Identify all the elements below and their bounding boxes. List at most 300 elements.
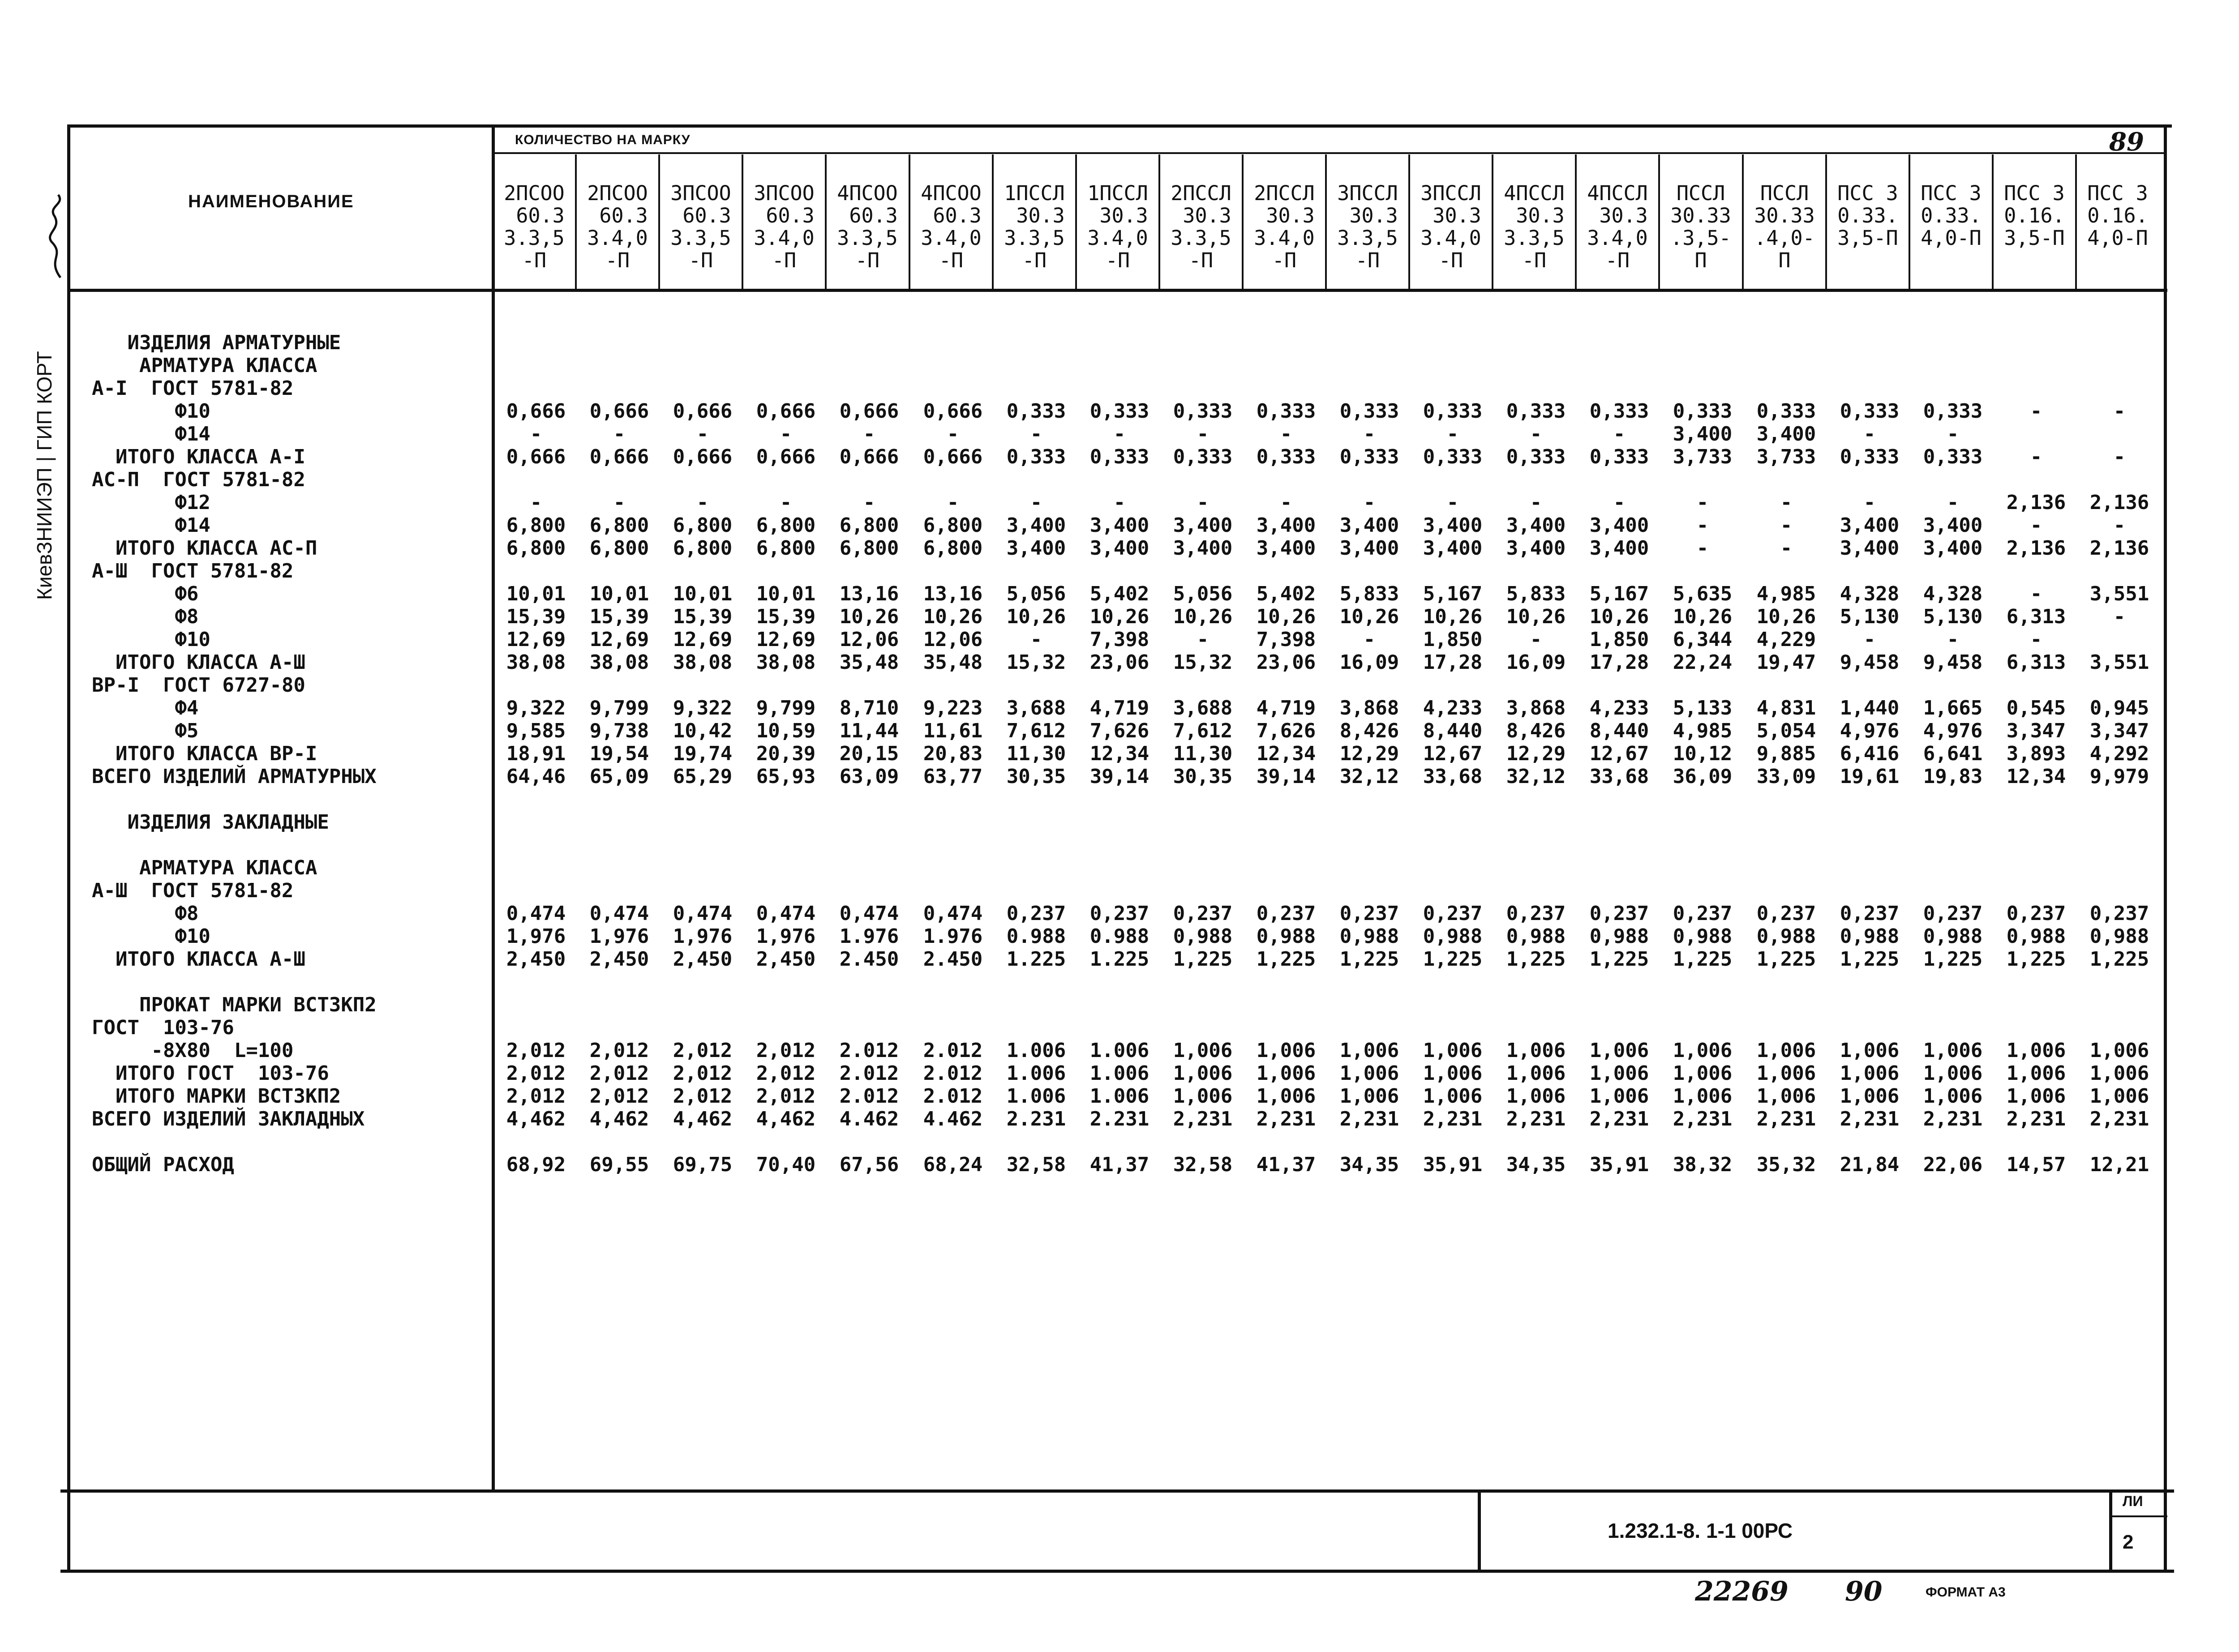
table-cell: 1,225: [2089, 948, 2149, 971]
table-cell: 1,006: [2006, 1062, 2066, 1085]
table-cell: 6,800: [506, 537, 566, 560]
table-cell: 5,056: [1173, 582, 1233, 605]
table-cell: 0,333: [1256, 445, 1316, 468]
table-cell: 9,458: [1840, 651, 1900, 674]
table-cell: 10,26: [1173, 605, 1233, 628]
table-cell: 0,333: [1673, 400, 1733, 423]
table-cell: 12,29: [1339, 742, 1399, 765]
table-cell: 1.006: [1089, 1085, 1150, 1108]
table-cell: 3,688: [1006, 697, 1066, 719]
table-cell: -: [613, 491, 626, 514]
row-label: Ф8: [92, 902, 199, 925]
table-cell: 2,136: [2006, 537, 2066, 560]
table-cell: 0,988: [1339, 925, 1399, 948]
table-cell: 3,400: [1089, 514, 1150, 537]
row-label: ВСЕГО ИЗДЕЛИЙ ЗАКЛАДНЫХ: [92, 1108, 365, 1130]
table-cell: -: [1780, 537, 1793, 560]
table-cell: 38,08: [589, 651, 649, 674]
table-cell: 2,231: [2089, 1108, 2149, 1130]
table-cell: -: [530, 423, 542, 445]
header-bottom-line: [67, 289, 2167, 292]
table-cell: 1,225: [1756, 948, 1816, 971]
table-cell: 3,400: [1006, 537, 1066, 560]
table-cell: 4,831: [1756, 697, 1816, 719]
table-cell: 1,006: [1173, 1039, 1233, 1062]
table-cell: 0,666: [589, 445, 649, 468]
table-cell: 5,833: [1506, 582, 1566, 605]
table-cell: 2,012: [673, 1062, 733, 1085]
table-cell: 9,322: [506, 697, 566, 719]
table-cell: -: [947, 491, 959, 514]
table-cell: 2.012: [839, 1085, 899, 1108]
table-cell: 1,850: [1589, 628, 1649, 651]
table-cell: -: [1947, 423, 1959, 445]
table-cell: 2,450: [673, 948, 733, 971]
table-cell: -: [1030, 491, 1042, 514]
row-label: ВСЕГО ИЗДЕЛИЙ АРМАТУРНЫХ: [92, 765, 377, 788]
table-cell: 10,26: [839, 605, 899, 628]
table-cell: 0,666: [756, 400, 816, 423]
table-cell: 67,56: [839, 1153, 899, 1176]
table-cell: 8,440: [1589, 719, 1649, 742]
table-cell: -: [1113, 423, 1126, 445]
table-cell: 7,612: [1173, 719, 1233, 742]
table-cell: 63,77: [923, 765, 983, 788]
table-cell: 1,006: [2089, 1039, 2149, 1062]
table-cell: -: [1030, 628, 1042, 651]
table-cell: 0,545: [2006, 697, 2066, 719]
table-cell: 2,450: [506, 948, 566, 971]
table-cell: -: [2113, 605, 2126, 628]
table-cell: 1,006: [1256, 1039, 1316, 1062]
table-cell: 1,006: [1506, 1085, 1566, 1108]
table-cell: 63,09: [839, 765, 899, 788]
table-cell: 2.012: [923, 1062, 983, 1085]
row-label: ИТОГО КЛАССА А-Ш: [92, 948, 305, 971]
table-cell: -: [1363, 628, 1376, 651]
table-cell: 1,006: [1423, 1039, 1483, 1062]
table-cell: 6,800: [589, 537, 649, 560]
row-label: АС-П ГОСТ 5781-82: [92, 468, 305, 491]
table-cell: 3,400: [1339, 537, 1399, 560]
column-header: ПСС 3 0.16. 3,5-П: [2004, 181, 2065, 250]
table-cell: 39,14: [1256, 765, 1316, 788]
table-cell: 4,462: [756, 1108, 816, 1130]
table-cell: 1,225: [1423, 948, 1483, 971]
table-cell: 5,402: [1089, 582, 1150, 605]
row-label: ОБЩИЙ РАСХОД: [92, 1153, 234, 1176]
row-label: Ф5: [92, 719, 199, 742]
table-cell: 0,333: [1756, 400, 1816, 423]
table-cell: 5,402: [1256, 582, 1316, 605]
table-cell: 1,976: [589, 925, 649, 948]
row-label: ИТОГО КЛАССА А-I: [92, 445, 305, 468]
table-cell: 10,26: [1089, 605, 1150, 628]
table-cell: 11,61: [923, 719, 983, 742]
column-header: ПССЛ 30.33 .4,0- П: [1754, 181, 1815, 272]
table-cell: 15,32: [1173, 651, 1233, 674]
table-cell: 2,231: [1173, 1108, 1233, 1130]
table-cell: 0,988: [1423, 925, 1483, 948]
table-cell: 2.012: [839, 1062, 899, 1085]
table-cell: 10,26: [923, 605, 983, 628]
table-cell: 0,988: [1173, 925, 1233, 948]
table-cell: -: [1613, 423, 1626, 445]
table-cell: -: [1446, 491, 1459, 514]
table-cell: 2,231: [1506, 1108, 1566, 1130]
table-cell: 4.462: [923, 1108, 983, 1130]
table-cell: 1,006: [1173, 1062, 1233, 1085]
table-cell: 2,012: [506, 1062, 566, 1085]
table-cell: -: [2113, 514, 2126, 537]
table-cell: 0,237: [1256, 902, 1316, 925]
row-label: ИТОГО ГОСТ 103-76: [92, 1062, 329, 1085]
table-cell: 0,666: [839, 400, 899, 423]
table-cell: -: [1863, 628, 1876, 651]
table-cell: 0,333: [1506, 445, 1566, 468]
table-cell: -: [2030, 628, 2042, 651]
table-cell: 9,738: [589, 719, 649, 742]
table-cell: 19,74: [673, 742, 733, 765]
table-cell: 15,39: [506, 605, 566, 628]
table-cell: 3,551: [2089, 651, 2149, 674]
row-label: Ф14: [92, 514, 210, 537]
table-cell: 2.231: [1089, 1108, 1150, 1130]
table-cell: 8,710: [839, 697, 899, 719]
column-header: 2ПСОО 60.3 3.4,0 -П: [587, 181, 648, 272]
table-cell: 35,32: [1756, 1153, 1816, 1176]
table-cell: 41,37: [1089, 1153, 1150, 1176]
table-cell: 12,69: [756, 628, 816, 651]
table-cell: 1,006: [1256, 1062, 1316, 1085]
table-cell: -: [780, 491, 792, 514]
table-cell: 0,237: [2006, 902, 2066, 925]
table-cell: 32,12: [1506, 765, 1566, 788]
table-cell: 0,333: [1173, 445, 1233, 468]
table-cell: 0,474: [506, 902, 566, 925]
table-cell: 4,233: [1423, 697, 1483, 719]
table-cell: 2.450: [839, 948, 899, 971]
table-cell: 32,58: [1006, 1153, 1066, 1176]
table-cell: 0,988: [1840, 925, 1900, 948]
table-cell: 64,46: [506, 765, 566, 788]
table-cell: -: [1113, 491, 1126, 514]
table-cell: 23,06: [1256, 651, 1316, 674]
table-cell: 1,225: [1840, 948, 1900, 971]
table-cell: 3,400: [1506, 537, 1566, 560]
table-cell: 2.231: [1006, 1108, 1066, 1130]
title-block-left-line: [1478, 1489, 1481, 1573]
table-cell: 9,322: [673, 697, 733, 719]
table-cell: 0,333: [1506, 400, 1566, 423]
table-cell: 3,400: [1589, 514, 1649, 537]
table-cell: 3,551: [2089, 582, 2149, 605]
table-cell: 0,237: [1506, 902, 1566, 925]
table-cell: 5,167: [1589, 582, 1649, 605]
table-cell: 12,34: [1089, 742, 1150, 765]
table-cell: 12,06: [923, 628, 983, 651]
row-label: АРМАТУРА КЛАССА: [92, 856, 317, 879]
table-cell: 23,06: [1089, 651, 1150, 674]
table-cell: -: [1197, 628, 1209, 651]
table-cell: 0,237: [1173, 902, 1233, 925]
table-cell: -: [1696, 514, 1709, 537]
table-cell: 0,333: [1006, 445, 1066, 468]
table-cell: 38,32: [1673, 1153, 1733, 1176]
table-cell: 1,225: [1339, 948, 1399, 971]
table-cell: 14,57: [2006, 1153, 2066, 1176]
table-cell: 15,32: [1006, 651, 1066, 674]
table-cell: 70,40: [756, 1153, 816, 1176]
table-cell: 2,012: [756, 1062, 816, 1085]
table-cell: 20,15: [839, 742, 899, 765]
table-cell: 1,225: [1589, 948, 1649, 971]
table-cell: 0,237: [1006, 902, 1066, 925]
row-label: ИТОГО КЛАССА ВР-I: [92, 742, 317, 765]
table-cell: 16,09: [1339, 651, 1399, 674]
table-cell: 0,988: [1506, 925, 1566, 948]
table-cell: 1,850: [1423, 628, 1483, 651]
table-cell: 33,68: [1589, 765, 1649, 788]
table-cell: 1,006: [1673, 1085, 1733, 1108]
table-cell: 3,347: [2089, 719, 2149, 742]
table-cell: 3,400: [1756, 423, 1816, 445]
table-cell: 69,55: [589, 1153, 649, 1176]
table-cell: 2,450: [756, 948, 816, 971]
table-cell: 0,333: [1589, 400, 1649, 423]
table-cell: 0,666: [589, 400, 649, 423]
table-cell: 1.006: [1089, 1062, 1150, 1085]
table-cell: 17,28: [1589, 651, 1649, 674]
table-bottom-line: [60, 1489, 2174, 1493]
table-cell: 1,440: [1840, 697, 1900, 719]
table-cell: 21,84: [1840, 1153, 1900, 1176]
table-cell: -: [1696, 537, 1709, 560]
table-cell: 0,333: [1173, 400, 1233, 423]
table-cell: -: [947, 423, 959, 445]
table-cell: 0,988: [1589, 925, 1649, 948]
table-cell: -: [1947, 628, 1959, 651]
frame-left-line: [67, 124, 70, 1573]
table-cell: 0.988: [1006, 925, 1066, 948]
table-cell: 0,333: [1923, 400, 1983, 423]
table-cell: 33,09: [1756, 765, 1816, 788]
table-cell: 0,237: [1089, 902, 1150, 925]
table-cell: 0,474: [756, 902, 816, 925]
table-cell: 12,69: [673, 628, 733, 651]
table-cell: 0,988: [1256, 925, 1316, 948]
table-cell: 1,006: [1589, 1085, 1649, 1108]
table-cell: -: [2113, 445, 2126, 468]
sheet-box-divider: [2109, 1515, 2167, 1517]
table-cell: 2.450: [923, 948, 983, 971]
table-cell: 0,474: [839, 902, 899, 925]
table-cell: 9,799: [589, 697, 649, 719]
table-cell: 4,233: [1589, 697, 1649, 719]
table-cell: 10,01: [589, 582, 649, 605]
table-cell: 1,006: [1673, 1039, 1733, 1062]
table-cell: 9,885: [1756, 742, 1816, 765]
table-cell: 2,231: [1589, 1108, 1649, 1130]
table-cell: 36,09: [1673, 765, 1733, 788]
table-cell: -: [1780, 514, 1793, 537]
table-cell: 2,231: [2006, 1108, 2066, 1130]
table-cell: 2,012: [589, 1039, 649, 1062]
table-cell: 5,635: [1673, 582, 1733, 605]
table-cell: 1,006: [2089, 1085, 2149, 1108]
table-cell: 10,01: [506, 582, 566, 605]
table-cell: 13,16: [923, 582, 983, 605]
table-cell: 4,229: [1756, 628, 1816, 651]
table-cell: 9,458: [1923, 651, 1983, 674]
table-cell: 1,006: [1756, 1085, 1816, 1108]
table-cell: 2.012: [839, 1039, 899, 1062]
table-cell: 10,59: [756, 719, 816, 742]
table-cell: 2,231: [1339, 1108, 1399, 1130]
table-cell: 1,006: [2006, 1039, 2066, 1062]
table-cell: -: [1530, 423, 1542, 445]
table-cell: 6,800: [756, 514, 816, 537]
table-cell: 10,12: [1673, 742, 1733, 765]
table-cell: 35,91: [1423, 1153, 1483, 1176]
table-cell: 1,006: [1256, 1085, 1316, 1108]
inventory-number: 22269: [1695, 1576, 1789, 1607]
table-cell: 9,799: [756, 697, 816, 719]
table-cell: 4,328: [1923, 582, 1983, 605]
table-cell: 10,42: [673, 719, 733, 742]
table-cell: 3,400: [1923, 537, 1983, 560]
table-cell: 7,612: [1006, 719, 1066, 742]
quantity-header: КОЛИЧЕСТВО НА МАРКУ: [515, 133, 691, 147]
table-cell: 3,400: [1840, 537, 1900, 560]
table-cell: -: [2113, 400, 2126, 423]
table-cell: 0,666: [506, 400, 566, 423]
table-cell: -: [2030, 514, 2042, 537]
table-cell: 1.225: [1089, 948, 1150, 971]
table-cell: 19,54: [589, 742, 649, 765]
table-cell: 38,08: [673, 651, 733, 674]
table-cell: 38,08: [506, 651, 566, 674]
table-cell: 65,29: [673, 765, 733, 788]
table-cell: 41,37: [1256, 1153, 1316, 1176]
table-cell: -: [1363, 491, 1376, 514]
table-cell: 39,14: [1089, 765, 1150, 788]
table-cell: 3,347: [2006, 719, 2066, 742]
table-cell: 3,400: [1006, 514, 1066, 537]
table-cell: -: [2030, 582, 2042, 605]
table-cell: 12,67: [1423, 742, 1483, 765]
table-cell: 1,006: [1756, 1062, 1816, 1085]
table-cell: 18,91: [506, 742, 566, 765]
table-cell: 10,26: [1506, 605, 1566, 628]
table-cell: 2,136: [2089, 491, 2149, 514]
table-cell: -: [1030, 423, 1042, 445]
table-cell: -: [613, 423, 626, 445]
table-cell: 1,006: [1923, 1039, 1983, 1062]
table-cell: 68,92: [506, 1153, 566, 1176]
table-cell: 34,35: [1506, 1153, 1566, 1176]
column-header: 1ПССЛ 30.3 3.3,5 -П: [1004, 181, 1065, 272]
table-cell: 15,39: [589, 605, 649, 628]
table-cell: 0,333: [1339, 400, 1399, 423]
table-cell: 0,474: [589, 902, 649, 925]
inventory-suffix: 90: [1845, 1576, 1883, 1607]
table-cell: 6,416: [1840, 742, 1900, 765]
row-label: Ф10: [92, 628, 210, 651]
column-header: ПСС 3 0.33. 4,0-П: [1921, 181, 1982, 250]
table-cell: 4,985: [1673, 719, 1733, 742]
table-cell: 12,29: [1506, 742, 1566, 765]
table-cell: 1,006: [1339, 1085, 1399, 1108]
table-cell: 0,237: [1673, 902, 1733, 925]
table-cell: 3,400: [1256, 514, 1316, 537]
table-cell: 11,44: [839, 719, 899, 742]
table-cell: 1,006: [1840, 1062, 1900, 1085]
table-cell: 1,225: [1923, 948, 1983, 971]
table-cell: 1,225: [2006, 948, 2066, 971]
table-cell: -: [1863, 491, 1876, 514]
table-cell: 1.006: [1089, 1039, 1150, 1062]
table-cell: 1,225: [1673, 948, 1733, 971]
table-cell: 2,231: [1423, 1108, 1483, 1130]
table-cell: 19,83: [1923, 765, 1983, 788]
table-cell: 32,58: [1173, 1153, 1233, 1176]
table-cell: 0,988: [2089, 925, 2149, 948]
table-cell: -: [1780, 491, 1793, 514]
table-cell: 12,67: [1589, 742, 1649, 765]
table-cell: 1,006: [1589, 1039, 1649, 1062]
table-cell: 3,400: [1673, 423, 1733, 445]
table-cell: 6,344: [1673, 628, 1733, 651]
row-label: ВР-I ГОСТ 6727-80: [92, 674, 305, 697]
table-cell: 2.012: [923, 1039, 983, 1062]
row-label: Ф8: [92, 605, 199, 628]
table-cell: 2,012: [756, 1085, 816, 1108]
table-cell: 7,398: [1089, 628, 1150, 651]
column-header: 4ПСОО 60.3 3.3,5 -П: [837, 181, 898, 272]
table-cell: 10,01: [673, 582, 733, 605]
table-cell: 0,666: [506, 445, 566, 468]
table-cell: 0,333: [1089, 445, 1150, 468]
table-cell: 1,006: [1506, 1062, 1566, 1085]
table-cell: 2,012: [506, 1039, 566, 1062]
table-cell: 4,462: [506, 1108, 566, 1130]
table-cell: 65,93: [756, 765, 816, 788]
table-cell: 2,231: [1923, 1108, 1983, 1130]
table-cell: 0,333: [1006, 400, 1066, 423]
table-cell: -: [1280, 423, 1292, 445]
table-cell: 7,398: [1256, 628, 1316, 651]
table-cell: 0,474: [673, 902, 733, 925]
table-cell: 10,26: [1256, 605, 1316, 628]
table-cell: 1,006: [2089, 1062, 2149, 1085]
column-header: 3ПСОО 60.3 3.4,0 -П: [754, 181, 815, 272]
table-cell: 7,626: [1256, 719, 1316, 742]
table-cell: 3,400: [1840, 514, 1900, 537]
names-header: НАИМЕНОВАНИЕ: [188, 192, 354, 211]
table-cell: 3,400: [1923, 514, 1983, 537]
table-cell: 7,626: [1089, 719, 1150, 742]
row-label: ПРОКАТ МАРКИ ВСТ3КП2: [92, 993, 377, 1016]
table-cell: 4,976: [1923, 719, 1983, 742]
table-cell: 22,24: [1673, 651, 1733, 674]
table-cell: 3,400: [1423, 514, 1483, 537]
column-header: 3ПССЛ 30.3 3.3,5 -П: [1337, 181, 1398, 272]
table-cell: 0,666: [756, 445, 816, 468]
table-cell: 16,09: [1506, 651, 1566, 674]
table-cell: -: [1280, 491, 1292, 514]
table-cell: 10,26: [1339, 605, 1399, 628]
